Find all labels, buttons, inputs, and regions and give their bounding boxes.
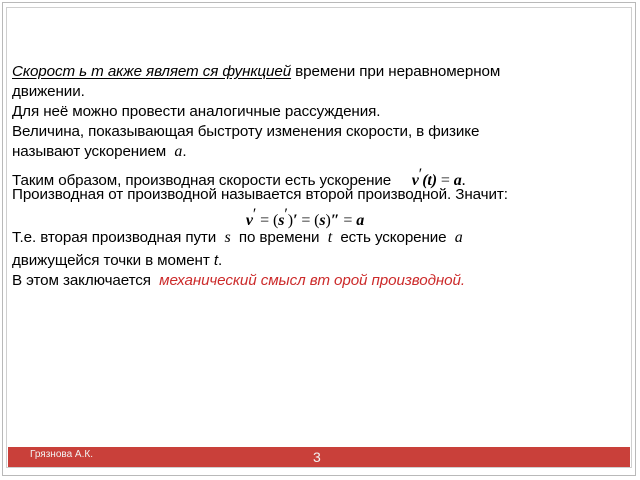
paragraph-5: Производная от производной называется второй производной. Значит: bbox=[12, 186, 508, 203]
paragraph-4-text: Таким образом, производная скорости есть ускорение bbox=[12, 172, 392, 189]
time-variable: t bbox=[327, 229, 333, 246]
velocity-derivative-formula: v′(t) = a. bbox=[411, 166, 466, 189]
slide-content bbox=[12, 62, 628, 291]
paragraph-3-line-1: Величина, показывающая быстроту изменения скорости, в физике bbox=[12, 123, 480, 140]
paragraph-3-period: . bbox=[182, 143, 187, 160]
second-derivative-formula: v′ = (s′)′ = (s)″ = a bbox=[245, 206, 365, 229]
paragraph-6: Т.е. вторая производная пути s по времени t есть ускорение a bbox=[12, 229, 463, 246]
acceleration-variable: a bbox=[454, 229, 463, 246]
moment-variable: t bbox=[213, 252, 218, 269]
paragraph-1-line-1 bbox=[12, 62, 628, 82]
paragraph-4 bbox=[12, 165, 628, 189]
velocity-function-phrase: Скорост ь т акже являет ся функцией bbox=[12, 63, 292, 80]
page-number: 3 bbox=[313, 449, 321, 465]
paragraph-7: движущейся точки в момент t. bbox=[12, 252, 223, 269]
paragraph-2: Для неё можно провести аналогичные рассуждения. bbox=[12, 103, 381, 120]
paragraph-3-text: называют ускорением bbox=[12, 143, 167, 160]
path-variable: s bbox=[224, 229, 231, 246]
mechanical-meaning-phrase: механический смысл вт орой производной. bbox=[159, 272, 465, 289]
paragraph-3-line-2 bbox=[12, 142, 628, 162]
acceleration-variable: a bbox=[174, 143, 183, 160]
footer-author: Грязнова А.К. bbox=[30, 449, 93, 460]
paragraph-1-rest: времени при неравномерном bbox=[291, 63, 501, 80]
paragraph-8: В этом заключается механический смысл вт орой производной. bbox=[12, 272, 465, 289]
paragraph-1-line-2: движении. bbox=[12, 83, 85, 100]
